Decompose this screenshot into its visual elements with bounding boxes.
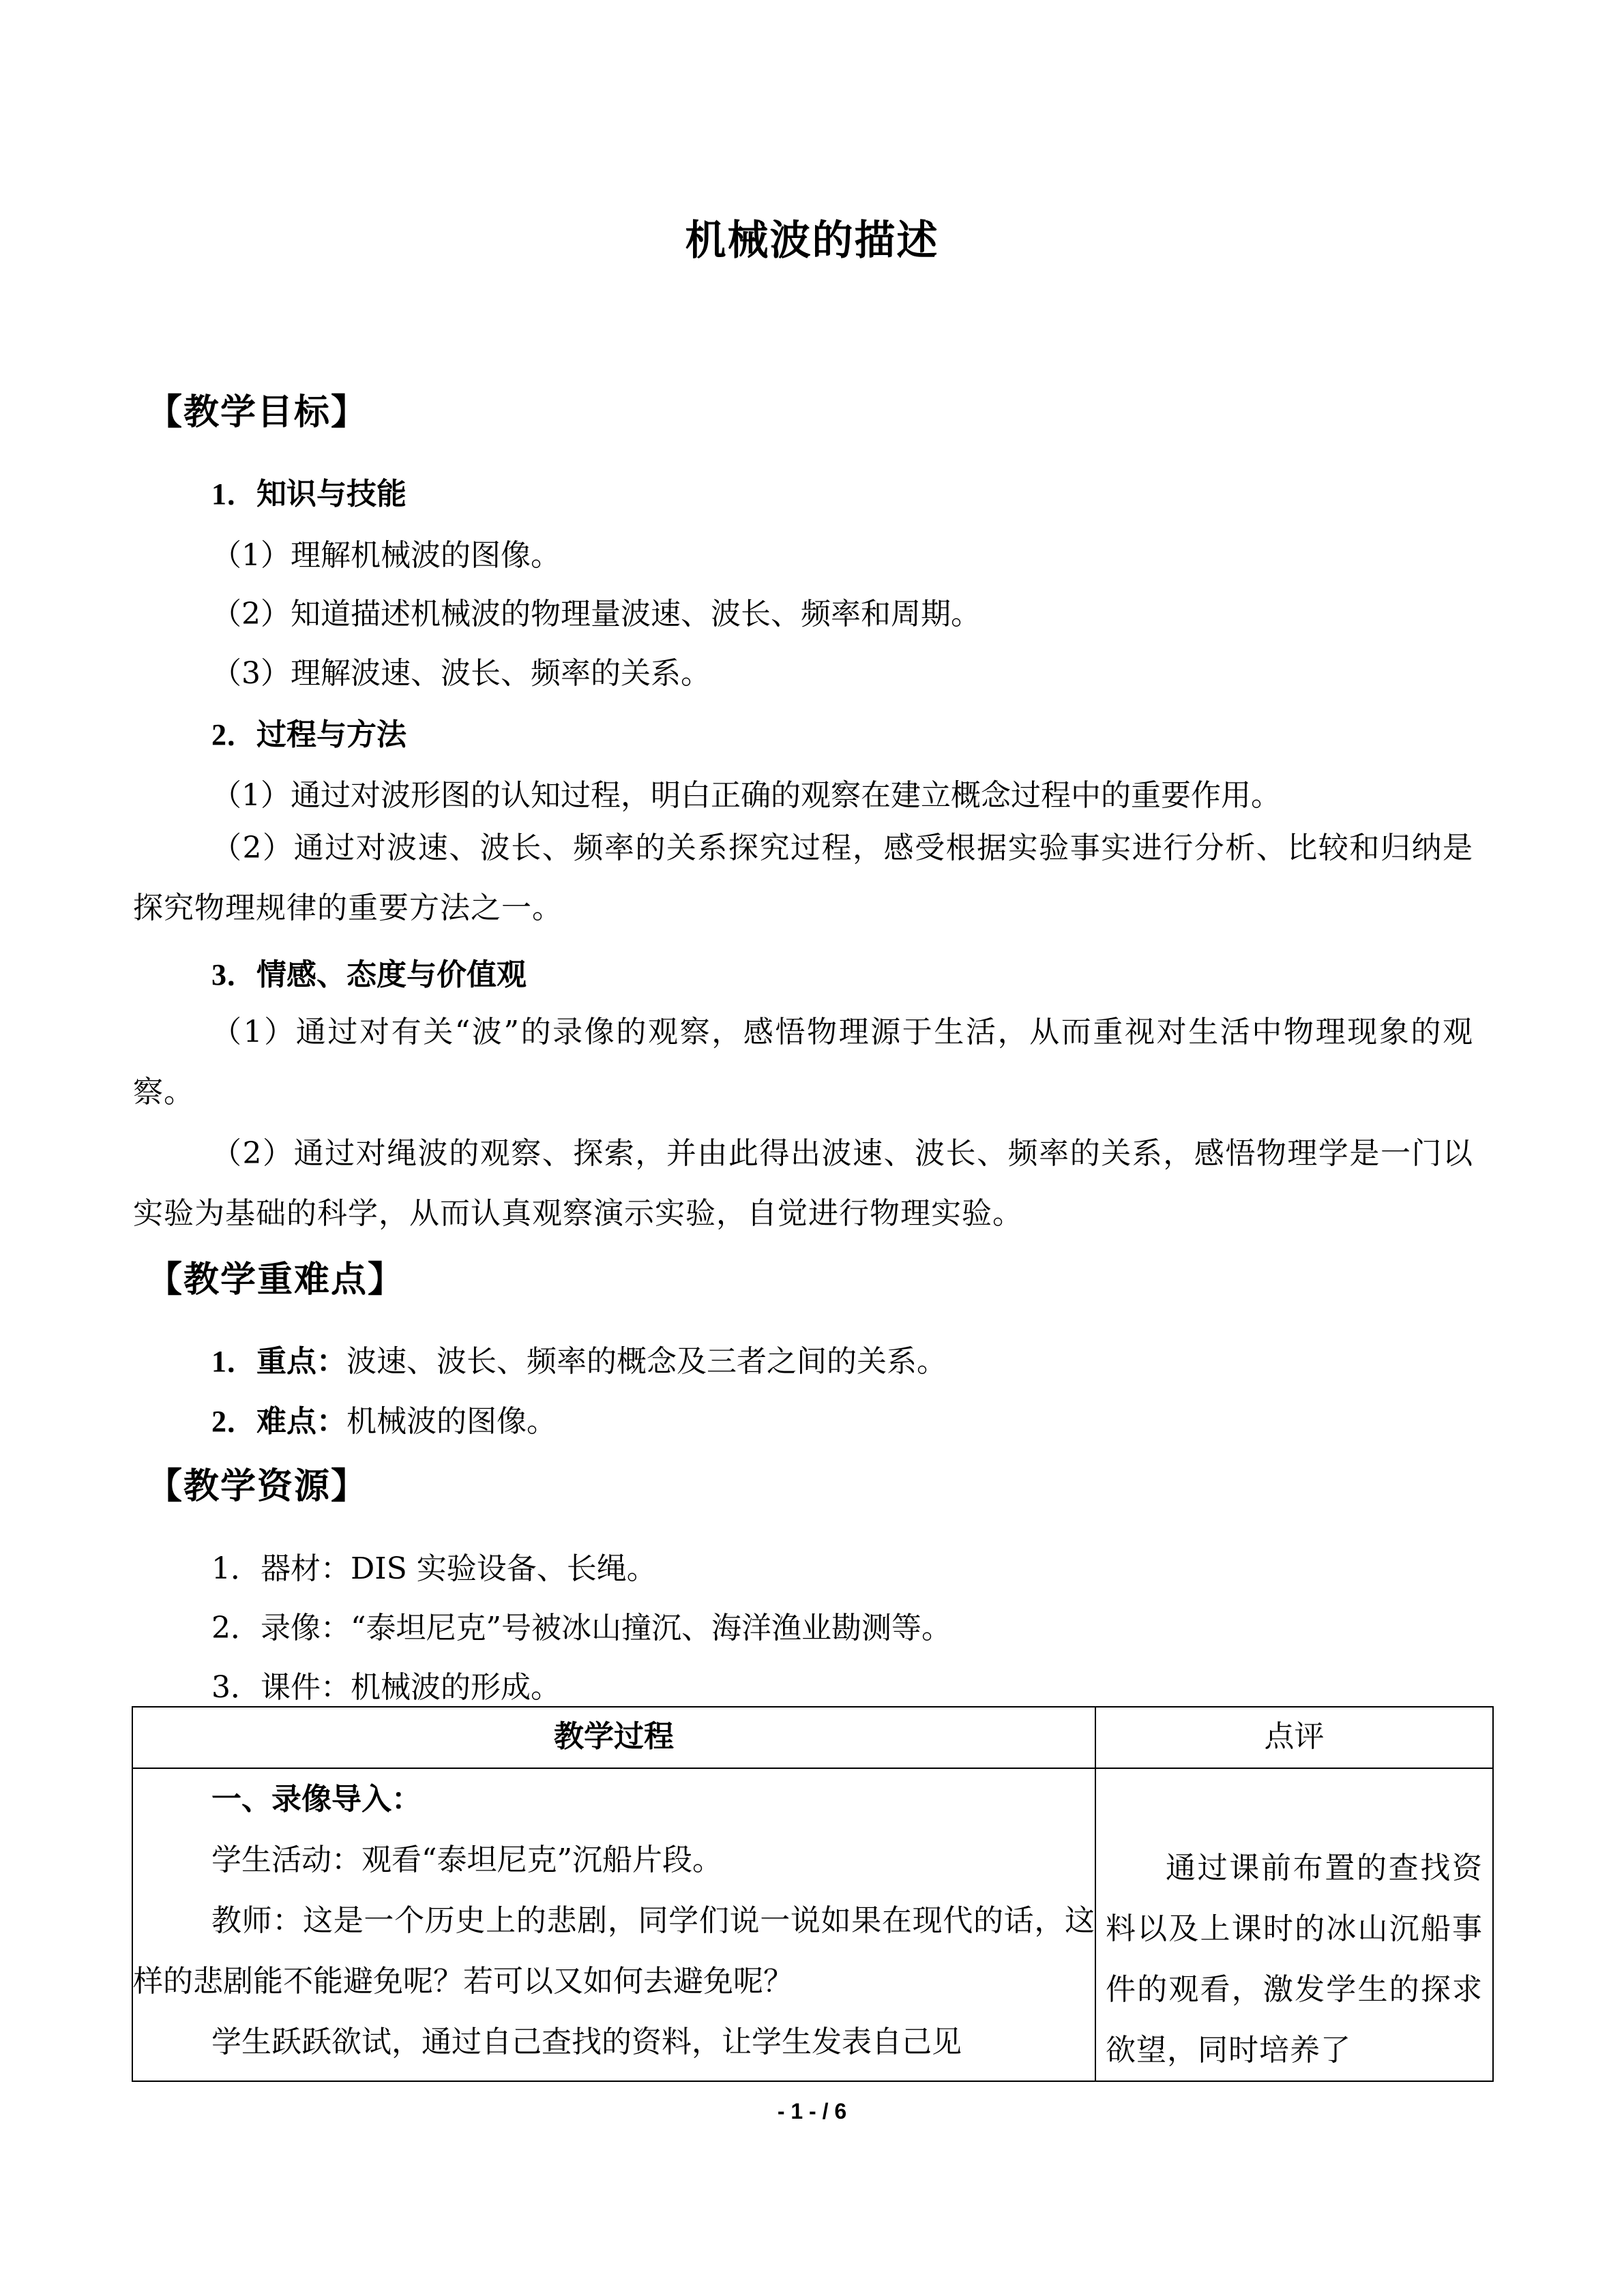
subheading-knowledge-skills [211, 471, 407, 518]
table-row [132, 1768, 1493, 2081]
objective-item: （1）通过对波形图的认知过程，明白正确的观察在建立概念过程中的重要作用。 [211, 778, 1281, 813]
subheading-number: 2． [211, 718, 256, 751]
page-number: - 1 - / 6 [777, 2099, 847, 2123]
subheading-text: 知识与技能 [256, 477, 407, 511]
comment-text: 通过课前布置的查找资料以及上课时的冰山沉船事件的观看，激发学生的探求欲望，同时培养了 [1106, 1851, 1483, 2068]
comment-cell [1095, 1768, 1493, 2081]
subheading-number: 1． [211, 477, 256, 511]
resource-item: 1．器材：DIS 实验设备、长绳。 [211, 1551, 657, 1586]
table-header-row [132, 1707, 1493, 1768]
subheading-number: 3． [211, 958, 256, 992]
keypoint-text: 波速、波长、频率的概念及三者之间的关系。 [346, 1344, 947, 1379]
objective-item: （1）通过对有关“波”的录像的观察，感悟物理源于生活，从而重视对生活中物理现象的观察。 [133, 1015, 1473, 1109]
keypoint-item [211, 1398, 557, 1446]
section-heading-resources: 【教学资源】 [147, 1466, 368, 1507]
objective-item: （2）通过对绳波的观察、探索，并由此得出波速、波长、频率的关系，感悟物理学是一门以实验为基础的科学，从而认真观察演示实验，自觉进行物理实验。 [133, 1136, 1473, 1231]
subheading-text: 情感、态度与价值观 [256, 957, 527, 992]
process-paragraph: 学生活动：观看“泰坦尼克”沉船片段。 [211, 1843, 722, 1877]
objective-item: （2）知道描述机械波的物理量波速、波长、频率和周期。 [211, 597, 981, 631]
keypoint-label: 重点： [256, 1344, 346, 1379]
table-header-process: 教学过程 [132, 1707, 1095, 1768]
process-paragraph: 教师：这是一个历史上的悲剧，同学们说一说如果在现代的话，这样的悲剧能不能避免呢？若可以又如何去避免呢？ [133, 1903, 1095, 1999]
process-cell [132, 1768, 1095, 2081]
section-heading-keypoints: 【教学重难点】 [147, 1259, 405, 1300]
keypoint-item [211, 1338, 947, 1386]
page-title: 机械波的描述 [685, 217, 939, 265]
keypoint-label: 难点： [256, 1404, 346, 1439]
process-heading: 一、录像导入： [211, 1782, 422, 1817]
objective-item: （2）通过对波速、波长、频率的关系探究过程，感受根据实验事实进行分析、比较和归纳是探究物理规律的重要方法之一。 [133, 831, 1473, 925]
objective-item: （3）理解波速、波长、频率的关系。 [211, 656, 711, 691]
teaching-process-table [132, 1706, 1494, 2082]
keypoint-number: 2． [211, 1405, 256, 1438]
resource-item: 2．录像：“泰坦尼克”号被冰山撞沉、海洋渔业勘测等。 [211, 1611, 951, 1645]
subheading-process-methods [211, 711, 407, 759]
keypoint-number: 1． [211, 1345, 256, 1378]
section-heading-objectives: 【教学目标】 [147, 392, 368, 433]
process-paragraph: 学生跃跃欲试，通过自己查找的资料，让学生发表自己见 [211, 2025, 962, 2059]
subheading-attitudes-values [211, 951, 527, 999]
objective-item: （1）理解机械波的图像。 [211, 538, 561, 573]
subheading-text: 过程与方法 [256, 717, 407, 752]
keypoint-text: 机械波的图像。 [346, 1404, 557, 1439]
resource-item: 3．课件：机械波的形成。 [211, 1670, 561, 1705]
table-header-comment: 点评 [1095, 1707, 1493, 1768]
